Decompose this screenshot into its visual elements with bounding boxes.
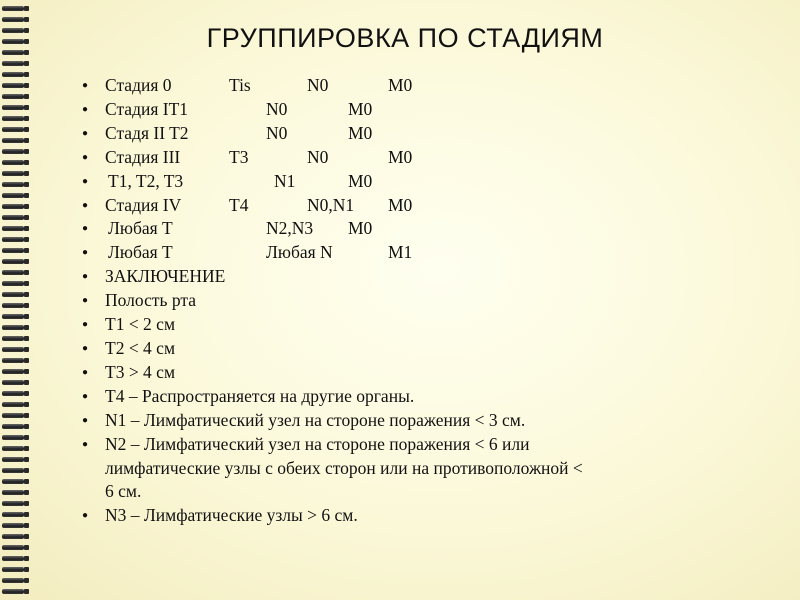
binding-ring [2, 402, 32, 407]
stage-m: M0 [388, 194, 413, 215]
bullet-icon: ● [82, 366, 89, 378]
list-item [78, 122, 768, 146]
note-text: T4 – Распространяется на другие органы. [105, 385, 415, 406]
page-title: ГРУППИРОВКА ПО СТАДИЯМ [206, 23, 604, 53]
stage-n: N1 [274, 170, 296, 191]
binding-ring [2, 215, 32, 220]
bullet-icon: ● [82, 342, 89, 354]
note-text: N3 – Лимфатические узлы > 6 см. [105, 505, 358, 526]
bullet-icon: ● [82, 414, 89, 426]
binding-ring [2, 193, 32, 198]
stage-m: M0 [348, 170, 373, 191]
list-item [78, 241, 768, 265]
bullet-icon: ● [82, 127, 89, 139]
stage-m: M0 [388, 75, 413, 95]
binding-ring [2, 248, 32, 253]
list-item [78, 409, 768, 433]
binding-ring [2, 270, 32, 275]
binding-ring [2, 226, 32, 231]
list-item [78, 146, 768, 170]
stage-label: Стадя II T2 [105, 122, 189, 143]
list-item [78, 337, 768, 361]
bullet-icon: ● [82, 295, 89, 307]
binding-ring [2, 6, 32, 11]
binding-ring [2, 512, 32, 517]
list-item [78, 504, 768, 528]
binding-ring [2, 281, 32, 286]
bullet-icon: ● [82, 510, 89, 522]
binding-ring [2, 116, 32, 121]
list-item [78, 313, 768, 337]
binding-ring [2, 424, 32, 429]
note-text: N1 – Лимфатический узел на стороне поражения < 3 см. [105, 409, 526, 430]
note-text: T2 < 4 см [105, 337, 176, 358]
binding-ring [2, 369, 32, 374]
note-text: Полость рта [105, 290, 196, 311]
binding-ring [2, 446, 32, 451]
binding-ring [2, 391, 32, 396]
bullet-icon: ● [82, 175, 89, 187]
binding-ring [2, 17, 32, 22]
binding-ring [2, 589, 32, 594]
list-item [78, 385, 768, 409]
bullet-icon: ● [82, 438, 89, 450]
stage-label: Стадия III [105, 146, 181, 167]
binding-ring [2, 127, 32, 132]
binding-ring [2, 336, 32, 341]
binding-ring [2, 259, 32, 264]
binding-ring [2, 292, 32, 297]
binding-ring [2, 237, 32, 242]
binding-ring [2, 160, 32, 165]
stage-n: N2,N3 [266, 218, 314, 239]
binding-ring [2, 545, 32, 550]
binding-ring [2, 61, 32, 66]
binding-ring [2, 105, 32, 110]
stage-label: Любая T [108, 242, 173, 263]
stage-m: M0 [348, 98, 373, 119]
bullet-icon: ● [82, 199, 89, 211]
binding-ring [2, 413, 32, 418]
bullet-icon: ● [82, 390, 89, 402]
list-item [78, 289, 768, 313]
binding-ring [2, 534, 32, 539]
binding-ring [2, 358, 32, 363]
binding-ring [2, 380, 32, 385]
binding-ring [2, 171, 32, 176]
stage-label: Любая T [108, 218, 173, 239]
binding-ring [2, 94, 32, 99]
stage-label: Стадия IT1 [105, 98, 189, 119]
binding-ring [2, 83, 32, 88]
note-text-line2: лимфатические узлы с обеих сторон или на противоположной < [105, 457, 583, 478]
list-item [78, 433, 768, 505]
bullet-icon: ● [82, 103, 89, 115]
list-item [78, 361, 768, 385]
stage-n: Любая N [266, 242, 333, 263]
stage-n: N0 [307, 146, 329, 167]
stage-m: M0 [388, 146, 413, 167]
bullet-icon: ● [82, 80, 89, 91]
stage-t: T3 [229, 146, 249, 167]
binding-ring [2, 347, 32, 352]
binding-ring [2, 523, 32, 528]
note-text-line1: N2 – Лимфатический узел на стороне поражения < 6 или [105, 433, 530, 454]
binding-ring [2, 567, 32, 572]
binding-ring [2, 149, 32, 154]
list-item [78, 265, 768, 289]
bullet-icon: ● [82, 151, 89, 163]
binding-ring [2, 314, 32, 319]
bullet-icon: ● [82, 271, 89, 283]
list-item [78, 98, 768, 122]
stage-n: N0 [266, 98, 288, 119]
binding-ring [2, 204, 32, 209]
bullet-icon: ● [82, 319, 89, 331]
content-list [78, 74, 768, 528]
note-text: T1 < 2 см [105, 314, 176, 335]
binding-ring [2, 479, 32, 484]
stage-n: N0 [307, 75, 329, 95]
binding-ring [2, 501, 32, 506]
bullet-icon: ● [82, 223, 89, 235]
binding-ring [2, 138, 32, 143]
list-item [78, 74, 768, 98]
binding-ring [2, 468, 32, 473]
stage-t: T4 [229, 194, 249, 215]
spiral-binding [0, 0, 40, 600]
list-item [78, 170, 768, 194]
binding-ring [2, 457, 32, 462]
bullet-icon: ● [82, 247, 89, 259]
binding-ring [2, 435, 32, 440]
binding-ring [2, 72, 32, 77]
stage-label: T1, T2, T3 [108, 170, 184, 191]
stage-m: M0 [348, 218, 373, 239]
binding-ring [2, 303, 32, 308]
stage-m: M1 [388, 242, 413, 263]
note-text-line3: 6 см. [105, 481, 142, 502]
note-text: ЗАКЛЮЧЕНИЕ [105, 266, 226, 287]
list-item [78, 217, 768, 241]
binding-ring [2, 578, 32, 583]
list-item [78, 194, 768, 218]
binding-ring [2, 490, 32, 495]
stage-label: Стадия IV [105, 194, 182, 215]
stage-label: Стадия 0 [105, 75, 172, 95]
stage-n: N0,N1 [307, 194, 355, 215]
stage-n: N0 [266, 122, 288, 143]
binding-ring [2, 325, 32, 330]
stage-t: Tis [229, 75, 251, 95]
stage-m: M0 [348, 122, 373, 143]
binding-ring [2, 182, 32, 187]
binding-ring [2, 556, 32, 561]
note-text: T3 > 4 см [105, 361, 176, 382]
